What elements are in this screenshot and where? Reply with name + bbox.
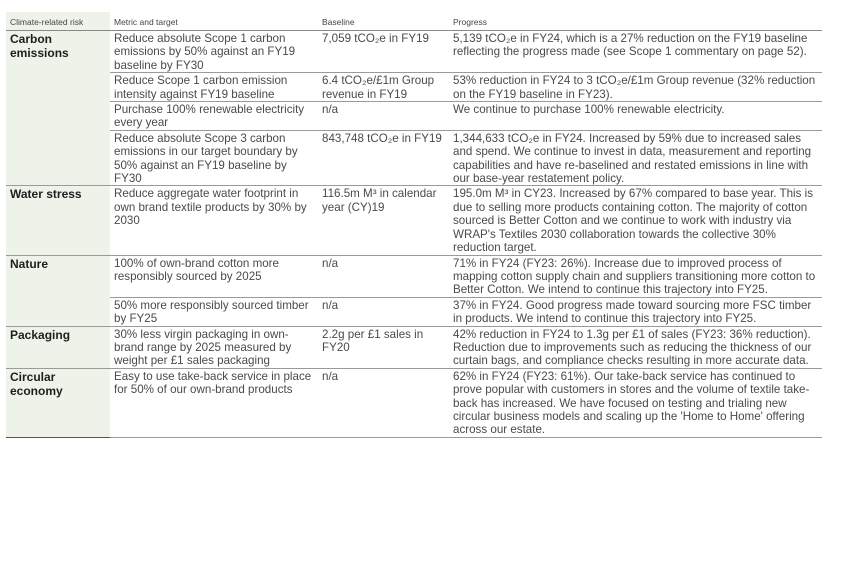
risk-label-carbon: Carbon emissions: [6, 31, 110, 186]
progress-cell: 1,344,633 tCO₂e in FY24. Increased by 59% due to increased sales and spend. We continue to invest in data, measurement and reporting capabilities and have re-baselined and restated emissions in line with our base-year restatement policy.: [449, 130, 822, 186]
progress-cell: 5,139 tCO₂e in FY24, which is a 27% reduction on the FY19 baseline reflecting the progress made (see Scope 1 commentary on page 52).: [449, 31, 822, 73]
metric-cell: Reduce Scope 1 carbon emission intensity against FY19 baseline: [110, 73, 318, 102]
baseline-cell: n/a: [318, 297, 449, 326]
baseline-cell: 2.2g per £1 sales in FY20: [318, 326, 449, 368]
progress-cell: 71% in FY24 (FY23: 26%). Increase due to improved process of mapping cotton supply chain and suppliers transitioning more cotton to Better Cotton. We intend to continue this trajectory into FY25.: [449, 255, 822, 297]
metric-cell: 30% less virgin packaging in own-brand range by 2025 measured by weight per £1 sales packaging: [110, 326, 318, 368]
risk-label-packaging: Packaging: [6, 326, 110, 368]
climate-risk-table: [6, 12, 822, 438]
header-risk: Climate-related risk: [6, 12, 110, 31]
baseline-cell: n/a: [318, 255, 449, 297]
table-row: [6, 31, 822, 73]
header-metric: Metric and target: [110, 12, 318, 31]
baseline-cell: n/a: [318, 102, 449, 131]
metric-cell: 50% more responsibly sourced timber by FY25: [110, 297, 318, 326]
metric-cell: 100% of own-brand cotton more responsibly sourced by 2025: [110, 255, 318, 297]
table-row: [6, 73, 822, 102]
progress-cell: 42% reduction in FY24 to 1.3g per £1 of sales (FY23: 36% reduction). Reduction due to improvements such as reducing the thickness of our curtain bags, and compliance checks resulting in more accurate data.: [449, 326, 822, 368]
metric-cell: Purchase 100% renewable electricity every year: [110, 102, 318, 131]
risk-label-nature: Nature: [6, 255, 110, 326]
table-row: [6, 326, 822, 368]
metric-cell: Reduce absolute Scope 1 carbon emissions by 50% against an FY19 baseline by FY30: [110, 31, 318, 73]
baseline-cell: n/a: [318, 368, 449, 437]
table-row: [6, 102, 822, 131]
table-row: [6, 255, 822, 297]
metric-cell: Reduce absolute Scope 3 carbon emissions in our target boundary by 50% against an FY19 baseline by FY30: [110, 130, 318, 186]
table-header-row: [6, 12, 822, 31]
header-progress: Progress: [449, 12, 822, 31]
progress-cell: 53% reduction in FY24 to 3 tCO₂e/£1m Group revenue (32% reduction on the FY19 baseline in FY23).: [449, 73, 822, 102]
metric-cell: Reduce aggregate water footprint in own brand textile products by 30% by 2030: [110, 186, 318, 255]
metric-cell: Easy to use take-back service in place for 50% of our own-brand products: [110, 368, 318, 437]
table-row: [6, 186, 822, 255]
progress-cell: We continue to purchase 100% renewable electricity.: [449, 102, 822, 131]
baseline-cell: 6.4 tCO₂e/£1m Group revenue in FY19: [318, 73, 449, 102]
progress-cell: 37% in FY24. Good progress made toward sourcing more FSC timber in products. We intend to continue this trajectory into FY25.: [449, 297, 822, 326]
climate-risk-table-container: [6, 12, 822, 438]
baseline-cell: 843,748 tCO₂e in FY19: [318, 130, 449, 186]
risk-label-circular: Circular economy: [6, 368, 110, 437]
risk-label-water: Water stress: [6, 186, 110, 255]
baseline-cell: 116.5m M³ in calendar year (CY)19: [318, 186, 449, 255]
header-baseline: Baseline: [318, 12, 449, 31]
baseline-cell: 7,059 tCO₂e in FY19: [318, 31, 449, 73]
progress-cell: 62% in FY24 (FY23: 61%). Our take-back service has continued to prove popular with customers in stores and the volume of textile take-back has increased. We have focused on testing and trialing new circular business models and scaling up the 'Home to Home' offering across our estate.: [449, 368, 822, 437]
table-row: [6, 368, 822, 437]
table-row: [6, 130, 822, 186]
progress-cell: 195.0m M³ in CY23. Increased by 67% compared to base year. This is due to selling more products containing cotton. The majority of cotton sourced is Better Cotton and we continue to work with industry via WRAP's Textiles 2030 collaboration towards the collective 30% reduction target.: [449, 186, 822, 255]
table-row: [6, 297, 822, 326]
